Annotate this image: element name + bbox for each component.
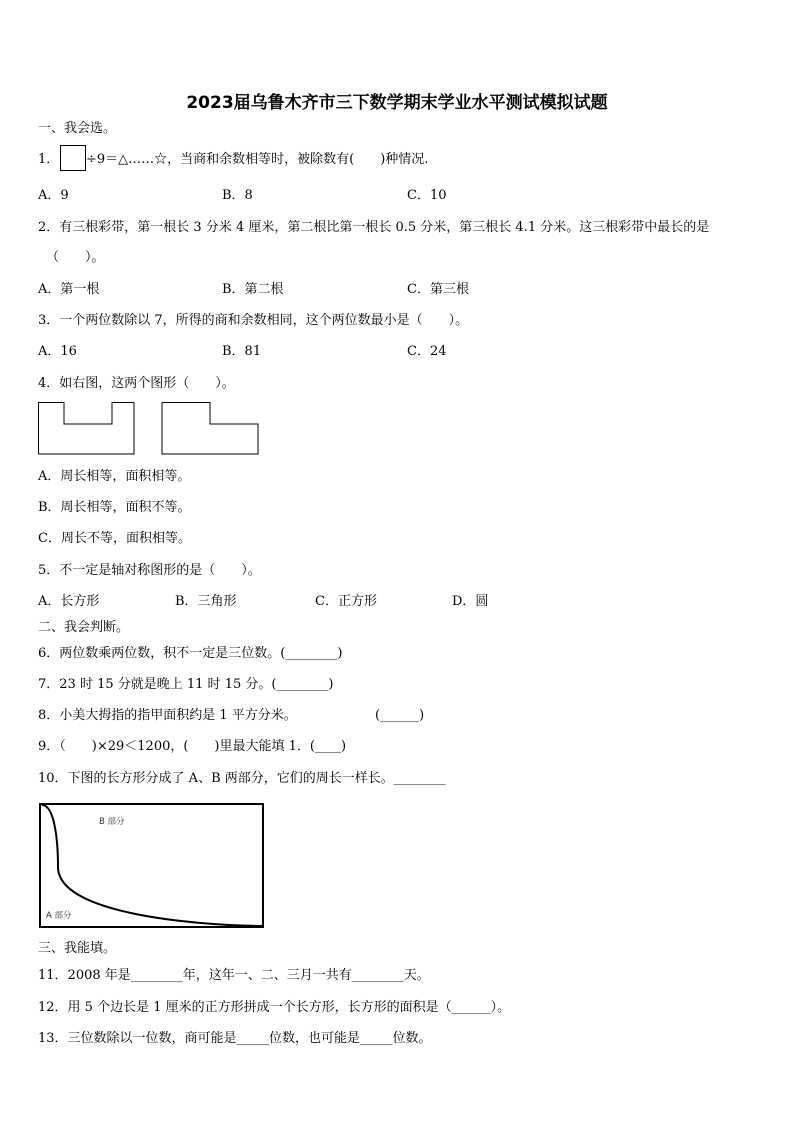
q2-option-a: A．第一根: [38, 282, 100, 297]
q1-option-b: B．8: [222, 188, 253, 203]
dividing-curve: [42, 805, 262, 926]
section-heading-1: 一、我会选。: [38, 121, 117, 136]
section-heading-2: 二、我会判断。: [38, 620, 130, 635]
question-10-text: 10．下图的长方形分成了 A、B 两部分，它们的周长一样长。________: [38, 771, 446, 786]
answer-box: [60, 145, 86, 171]
notched-shape-1: [39, 403, 135, 455]
q1-option-a: A．9: [38, 188, 69, 203]
q5-option-c: C．正方形: [315, 594, 377, 609]
q5-option-a: A．长方形: [38, 594, 100, 609]
notched-shape-2: [162, 403, 258, 455]
question-11-text: 11．2008 年是________年，这年一、二、三月一共有________天。: [38, 968, 430, 983]
question-7-text: 7．23 时 15 分就是晚上 11 时 15 分。(________): [38, 677, 334, 692]
q1-option-c: C．10: [407, 188, 447, 203]
question-4-text: 4．如右图，这两个图形（ ）。: [38, 376, 235, 391]
question-12-text: 12．用 5 个边长是 1 厘米的正方形拼成一个长方形，长方形的面积是（______）。: [38, 1000, 511, 1015]
q3-option-b: B．81: [222, 344, 262, 359]
question-13-text: 13．三位数除以一位数，商可能是_____位数，也可能是_____位数。: [38, 1031, 432, 1046]
q2-option-c: C．第三根: [407, 282, 469, 297]
label-b-part: B 部分: [99, 817, 125, 827]
q3-option-c: C．24: [407, 344, 447, 359]
q4-option-c: C．周长不等，面积相等。: [38, 531, 191, 546]
question-8-blank: (______): [375, 708, 425, 723]
q4-option-b: B．周长相等，面积不等。: [38, 500, 191, 515]
q5-option-d: D．圆: [452, 594, 489, 609]
q5-option-b: B．三角形: [175, 594, 237, 609]
question-1-number: 1．: [38, 152, 60, 167]
label-a-part: A 部分: [46, 911, 72, 921]
rectangle-outline: [40, 804, 263, 927]
question-2-text-cont: （ ）。: [46, 250, 105, 265]
section-heading-3: 三、我能填。: [38, 941, 117, 956]
question-2-text: 2．有三根彩带，第一根长 3 分米 4 厘米，第二根比第一根长 0.5 分米，第三根长 4.1 分米。这三根彩带中最长的是: [38, 220, 710, 235]
question-1-text: ÷9＝△……☆，当商和余数相等时，被除数有( )种情况.: [86, 152, 429, 167]
question-5-text: 5．不一定是轴对称图形的是（ ）。: [38, 563, 261, 578]
question-9-text: 9．（ )×29＜1200，( )里最大能填 1．(____): [38, 739, 347, 754]
question-3-text: 3．一个两位数除以 7，所得的商和余数相同，这个两位数最小是（ ）。: [38, 313, 469, 328]
q4-figures: [38, 400, 278, 460]
question-8-text: 8．小美大拇指的指甲面积约是 1 平方分米。: [38, 708, 297, 723]
q10-rectangle-figure: [39, 803, 265, 929]
q2-option-b: B．第二根: [222, 282, 284, 297]
page-title: 2023届乌鲁木齐市三下数学期末学业水平测试模拟试题: [186, 93, 608, 113]
q4-option-a: A．周长相等，面积相等。: [38, 469, 191, 484]
q3-option-a: A．16: [38, 344, 77, 359]
question-6-text: 6．两位数乘两位数，积不一定是三位数。(________): [38, 646, 343, 661]
